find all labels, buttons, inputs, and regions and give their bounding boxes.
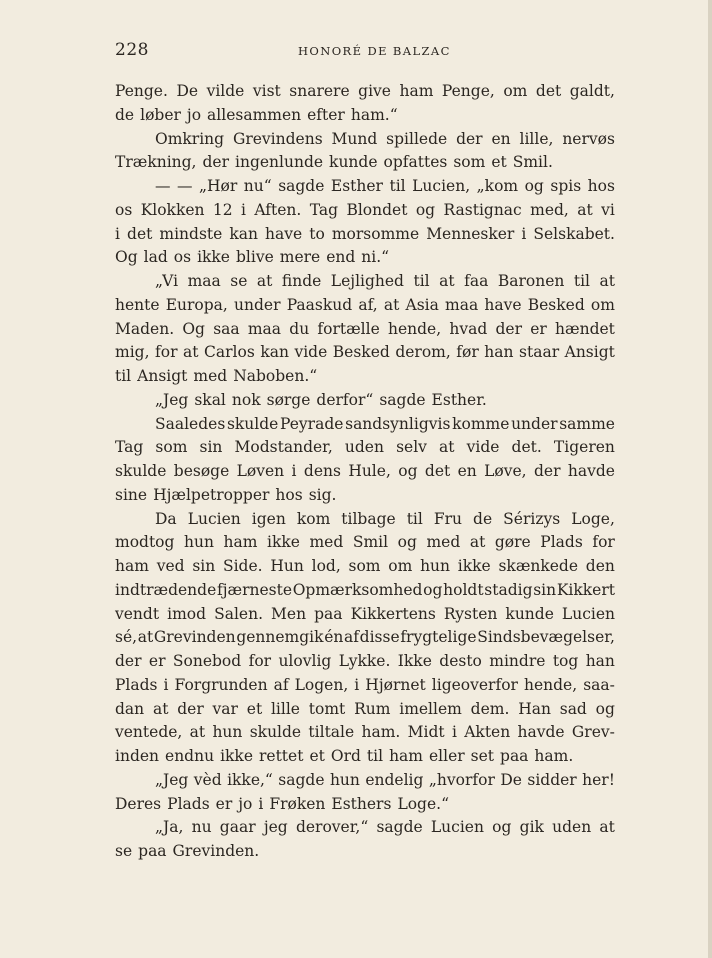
text-line: „Vi maa se at finde Lejlighed til at faa Baronen til at bbox=[155, 272, 615, 290]
text-line: inden endnu ikke rettet et Ord til ham eller set paa ham. bbox=[115, 747, 574, 765]
text-line: Maden. Og saa maa du fortælle hende, hvad der er hændet bbox=[115, 319, 615, 338]
text-line: der er Sonebod for ulovlig Lykke. Ikke desto mindre tog han bbox=[115, 652, 615, 670]
text-line: til Ansigt med Naboben.“ bbox=[115, 367, 318, 385]
text-line: sé, at Grevinden gennemgik én af disse frygtelige Sindsbevægelser, bbox=[115, 628, 615, 647]
text-line: os Klokken 12 i Aften. Tag Blondet og Rastignac med, at vi bbox=[115, 200, 615, 219]
page-header bbox=[115, 40, 615, 66]
text-line: Plads i Forgrunden af Logen, i Hjørnet ligeoverfor hende, saa- bbox=[115, 675, 615, 694]
text-line: Penge. De vilde vist snarere give ham Penge, om det galdt, bbox=[115, 82, 615, 100]
text-line: Da Lucien igen kom tilbage til Fru de Sérizys Loge, bbox=[155, 509, 615, 528]
text-line: Og lad os ikke blive mere end ni.“ bbox=[115, 248, 390, 267]
text-line: de løber jo allesammen efter ham.“ bbox=[115, 105, 398, 124]
text-line: se paa Grevinden. bbox=[115, 842, 260, 860]
text-line: vendt imod Salen. Men paa Kikkertens Rysten kunde Lucien bbox=[115, 604, 615, 623]
text-line: mig, for at Carlos kan vide Besked derom, før han staar Ansigt bbox=[115, 343, 615, 362]
text-line: indtrædende fjærneste Opmærksomhed og holdt stadig sin Kikkert bbox=[115, 580, 615, 599]
text-line: modtog hun ham ikke med Smil og med at gøre Plads for bbox=[115, 533, 615, 552]
text-line: Tag som sin Modstander, uden selv at vide det. Tigeren bbox=[115, 438, 615, 457]
text-line: Omkring Grevindens Mund spillede der en lille, nervøs bbox=[155, 129, 615, 148]
text-line: Trækning, der ingenlunde kunde opfattes som et Smil. bbox=[115, 153, 553, 172]
running-title: HONORÉ DE BALZAC bbox=[298, 44, 451, 58]
text-line: „Jeg skal nok sørge derfor“ sagde Esther. bbox=[155, 390, 487, 409]
page-edge bbox=[708, 0, 712, 958]
body-text bbox=[115, 80, 615, 864]
text-line: hente Europa, under Paaskud af, at Asia maa have Besked om bbox=[115, 295, 615, 314]
text-line: ventede, at hun skulde tiltale ham. Midt i Akten havde Grev- bbox=[115, 723, 615, 742]
text-line: Saaledes skulde Peyrade sandsynligvis komme under samme bbox=[155, 414, 615, 433]
text-line: „Jeg vèd ikke,“ sagde hun endelig „hvorfor De sidder her! bbox=[155, 770, 615, 789]
text-line: — — „Hør nu“ sagde Esther til Lucien, „kom og spis hos bbox=[155, 177, 615, 195]
text-line: „Ja, nu gaar jeg derover,“ sagde Lucien og gik uden at bbox=[155, 818, 615, 837]
text-line: skulde besøge Løven i dens Hule, og det en Løve, der havde bbox=[115, 462, 615, 480]
text-line: i det mindste kan have to morsomme Mennesker i Selskabet. bbox=[115, 224, 615, 243]
text-line: Deres Plads er jo i Frøken Esthers Loge.“ bbox=[115, 794, 450, 813]
text-line: ham ved sin Side. Hun lod, som om hun ikke skænkede den bbox=[115, 557, 615, 575]
text-line: sine Hjælpetropper hos sig. bbox=[115, 485, 337, 504]
text-line: dan at der var et lille tomt Rum imellem dem. Han sad og bbox=[115, 699, 615, 718]
page-number: 228 bbox=[115, 40, 149, 60]
